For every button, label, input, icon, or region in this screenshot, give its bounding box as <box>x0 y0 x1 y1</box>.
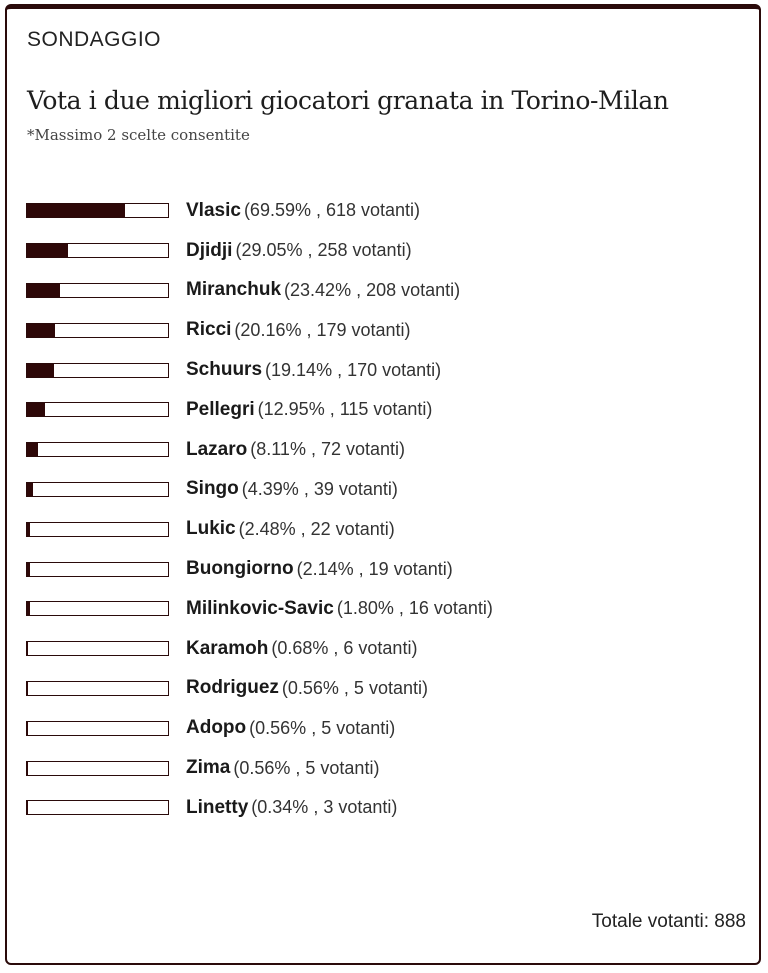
poll-result-row <box>26 748 746 788</box>
result-bar-fill <box>27 284 60 297</box>
result-bar-fill <box>27 801 28 814</box>
poll-result-row <box>26 669 746 709</box>
poll-result-row <box>26 350 746 390</box>
result-bar-fill <box>27 682 28 695</box>
result-bar-fill <box>27 642 28 655</box>
result-player-name: Rodriguez <box>186 677 279 699</box>
result-player-name: Vlasic <box>186 199 241 221</box>
result-bar <box>26 721 169 736</box>
result-player-name: Singo <box>186 478 239 500</box>
result-stats: (12.95% , 115 votanti) <box>257 399 433 420</box>
poll-result-row <box>26 788 746 828</box>
result-bar <box>26 601 169 616</box>
poll-results-list <box>26 191 746 828</box>
result-bar-fill <box>27 364 54 377</box>
result-player-name: Adopo <box>186 717 247 739</box>
poll-result-row <box>26 470 746 510</box>
result-stats: (0.34% , 3 votanti) <box>251 797 398 818</box>
poll-result-row <box>26 708 746 748</box>
result-bar-fill <box>27 483 33 496</box>
result-bar-fill <box>27 563 30 576</box>
result-stats: (2.48% , 22 votanti) <box>238 518 395 539</box>
result-stats: (29.05% , 258 votanti) <box>235 240 412 261</box>
result-bar <box>26 323 169 338</box>
result-bar-fill <box>27 722 28 735</box>
result-player-name: Karamoh <box>186 637 269 659</box>
result-player-name: Milinkovic-Savic <box>186 597 334 619</box>
result-player-name: Pellegri <box>186 398 255 420</box>
result-player-name: Schuurs <box>186 359 263 381</box>
result-stats: (1.80% , 16 votanti) <box>336 598 493 619</box>
result-player-name: Miranchuk <box>186 279 282 301</box>
result-bar-fill <box>27 762 28 775</box>
poll-result-row <box>26 549 746 589</box>
result-bar-fill <box>27 602 30 615</box>
poll-result-row <box>26 430 746 470</box>
result-bar <box>26 203 169 218</box>
result-bar <box>26 800 169 815</box>
result-player-name: Lazaro <box>186 438 248 460</box>
result-stats: (4.39% , 39 votanti) <box>241 478 398 499</box>
poll-result-row <box>26 390 746 430</box>
poll-label: SONDAGGIO <box>27 28 162 51</box>
poll-result-row <box>26 509 746 549</box>
result-stats: (69.59% , 618 votanti) <box>243 200 421 221</box>
poll-result-row <box>26 589 746 629</box>
result-player-name: Linetty <box>186 796 249 818</box>
result-bar <box>26 522 169 537</box>
result-player-name: Ricci <box>186 319 232 341</box>
result-player-name: Zima <box>186 757 231 779</box>
poll-result-row <box>26 191 746 231</box>
result-stats: (23.42% , 208 votanti) <box>284 279 461 300</box>
poll-result-row <box>26 310 746 350</box>
result-bar <box>26 641 169 656</box>
result-bar-fill <box>27 443 38 456</box>
result-bar <box>26 283 169 298</box>
result-stats: (0.56% , 5 votanti) <box>281 677 428 698</box>
result-stats: (0.56% , 5 votanti) <box>249 717 396 738</box>
result-bar-fill <box>27 204 125 217</box>
result-bar-fill <box>27 324 55 337</box>
result-stats: (0.56% , 5 votanti) <box>233 757 380 778</box>
result-bar-fill <box>27 403 45 416</box>
result-bar <box>26 562 169 577</box>
result-stats: (8.11% , 72 votanti) <box>250 439 405 460</box>
result-player-name: Lukic <box>186 518 236 540</box>
result-bar-fill <box>27 244 68 257</box>
result-bar <box>26 681 169 696</box>
result-stats: (0.68% , 6 votanti) <box>271 638 418 659</box>
result-stats: (20.16% , 179 votanti) <box>234 319 411 340</box>
poll-result-row <box>26 629 746 669</box>
result-bar <box>26 243 169 258</box>
poll-question: Vota i due migliori giocatori granata in Torino-Milan <box>27 86 669 115</box>
poll-note: *Massimo 2 scelte consentite <box>27 126 250 144</box>
result-stats: (2.14% , 19 votanti) <box>296 558 453 579</box>
result-bar <box>26 363 169 378</box>
poll-result-row <box>26 231 746 271</box>
poll-result-row <box>26 271 746 311</box>
result-stats: (19.14% , 170 votanti) <box>265 359 442 380</box>
total-voters: Totale votanti: 888 <box>591 911 746 932</box>
result-bar <box>26 482 169 497</box>
result-bar <box>26 402 169 417</box>
result-bar-fill <box>27 523 30 536</box>
result-bar <box>26 761 169 776</box>
result-player-name: Buongiorno <box>186 558 294 580</box>
result-bar <box>26 442 169 457</box>
result-player-name: Djidji <box>186 239 233 261</box>
